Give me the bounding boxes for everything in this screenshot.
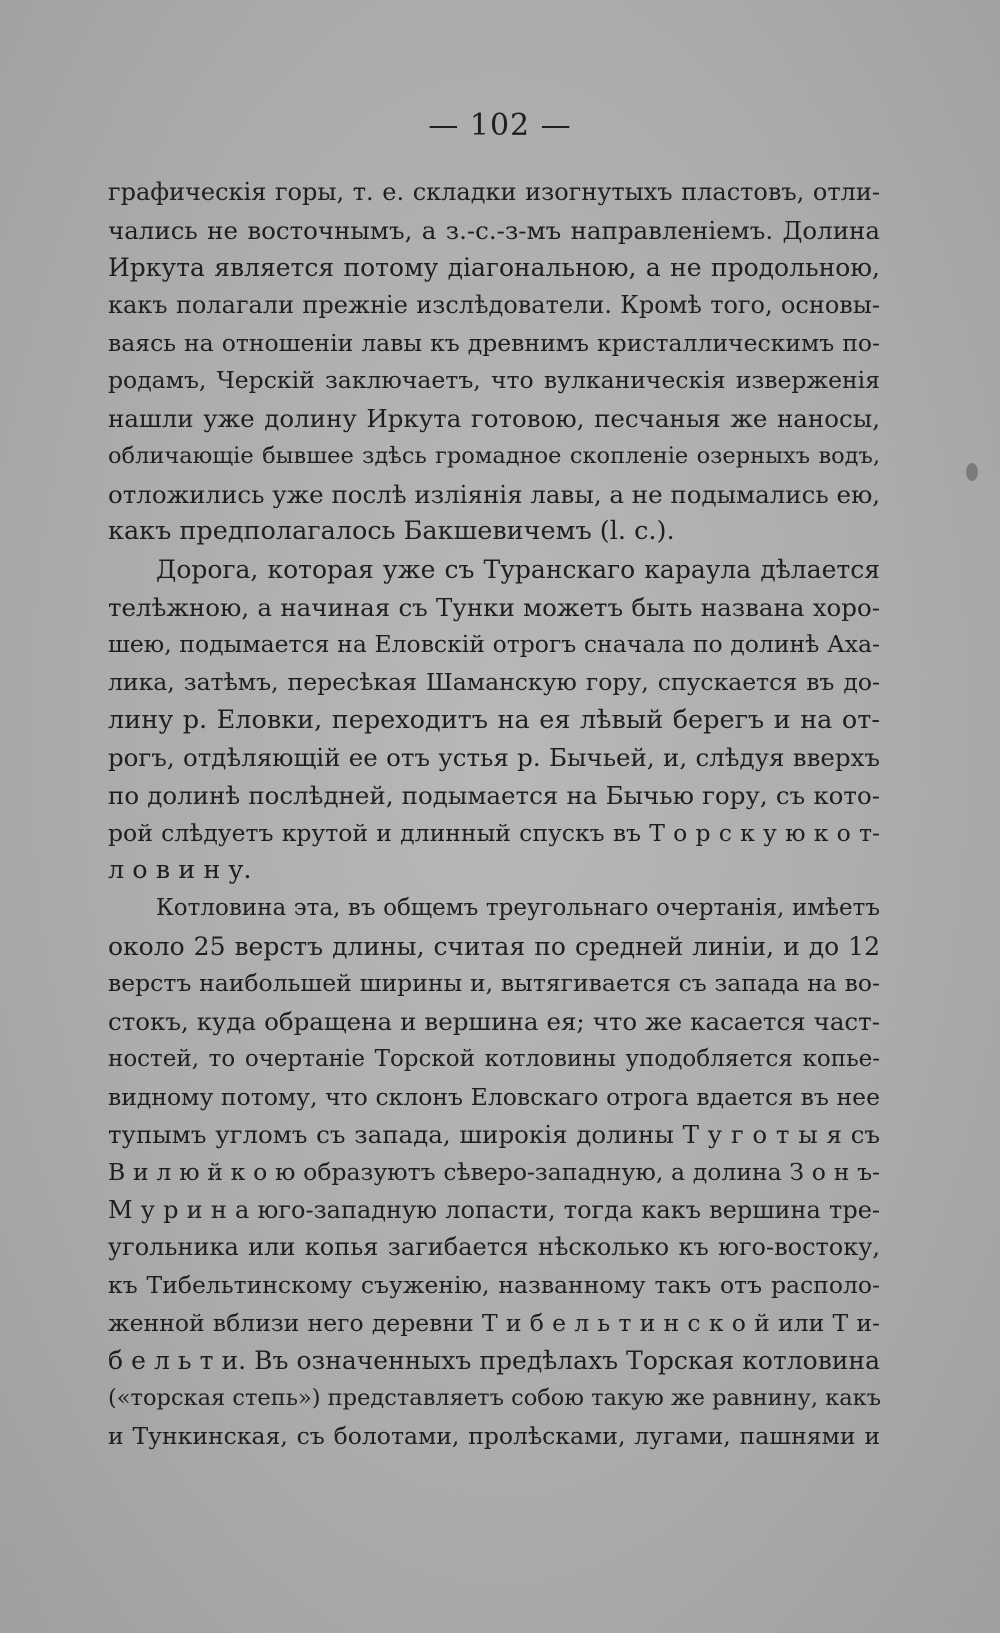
text-line: какъ предполагалось Бакшевичемъ (l. c.). <box>108 516 675 547</box>
text-line: отложились уже послѣ изліянія лавы, а не подымались ею, <box>108 479 881 509</box>
text-line: видному потому, что склонъ Еловскаго отрога вдается въ нее <box>108 1082 880 1111</box>
page-number: — 102 — <box>428 108 572 143</box>
text-line: Иркута является потому діагональною, а не продольною, <box>108 253 880 283</box>
paragraph-1 <box>108 174 880 551</box>
paragraph-2 <box>108 551 880 890</box>
text-line: и Тункинская, съ болотами, пролѣсками, лугами, пашнями и <box>108 1421 880 1450</box>
text-line: тупымъ угломъ съ запада, широкія долины Т у г о т ы я съ <box>108 1120 880 1150</box>
text-line: лину р. Еловки, переходитъ на ея лѣвый берегъ и на от- <box>108 704 880 735</box>
text-line: л о в и н у. <box>108 855 252 886</box>
text-line: графическія горы, т. е. складки изогнутыхъ пластовъ, отли- <box>108 178 880 206</box>
text-line: («торская степь») представляетъ собою такую же равнину, какъ <box>108 1385 882 1411</box>
text-line: М у р и н а юго-западную лопасти, тогда какъ вершина тре- <box>108 1195 880 1224</box>
text-line: какъ полагали прежніе изслѣдователи. Кромѣ того, основы- <box>108 291 880 320</box>
text-line: Котловина эта, въ общемъ треугольнаго очертанія, имѣетъ <box>156 895 880 922</box>
text-line: рой слѣдуетъ крутой и длинный спускъ въ Т о р с к у ю к о т- <box>108 818 880 847</box>
text-line: ваясь на отношеніи лавы къ древнимъ кристаллическимъ по- <box>108 328 880 357</box>
text-line: В и л ю й к о ю образуютъ сѣверо-западную, а долина З о н ъ- <box>108 1157 880 1186</box>
text-line: около 25 верстъ длины, считая по средней линіи, и до 12 <box>108 931 880 961</box>
paragraph-3 <box>108 890 880 1455</box>
text-line: къ Тибельтинскому съуженію, названному такъ отъ располо- <box>108 1270 880 1299</box>
text-line: верстъ наибольшей ширины и, вытягивается съ запада на во- <box>108 969 880 998</box>
text-line: шею, подымается на Еловскій отрогъ сначала по долинѣ Аха- <box>108 630 880 659</box>
text-line: по долинѣ послѣдней, подымается на Бычью гору, съ кото- <box>108 781 880 810</box>
text-line: родамъ, Черскій заключаетъ, что вулканическія изверженія <box>108 366 880 395</box>
body-text <box>108 174 880 1455</box>
text-line: ностей, то очертаніе Торской котловины уподобляется копье- <box>108 1045 880 1072</box>
text-line: обличающіе бывшее здѣсь громадное скопленіе озерныхъ водъ, <box>108 442 880 469</box>
text-line: нашли уже долину Иркута готовою, песчаныя же наносы, <box>108 404 880 434</box>
text-line: лика, затѣмъ, пересѣкая Шаманскую гору, спускается въ до- <box>108 667 880 696</box>
text-line: рогъ, отдѣляющій ее отъ устья р. Бычьей, и, слѣдуя вверхъ <box>108 743 880 773</box>
paper-blemish <box>966 463 978 481</box>
text-line: угольника или копья загибается нѣсколько къ юго-востоку, <box>108 1233 880 1262</box>
text-line: чались не восточнымъ, а з.-с.-з-мъ направленіемъ. Долина <box>108 215 880 245</box>
text-line: женной вблизи него деревни Т и б е л ь т и н с к о й или Т и- <box>108 1308 880 1337</box>
text-line: Дорога, которая уже съ Туранскаго караула дѣлается <box>156 554 880 584</box>
text-line: стокъ, куда обращена и вершина ея; что же касается част- <box>108 1007 880 1037</box>
text-line: б е л ь т и. Въ означенныхъ предѣлахъ Торская котловина <box>108 1346 880 1376</box>
text-line: телѣжною, а начиная съ Тунки можетъ быть названа хоро- <box>108 592 880 622</box>
